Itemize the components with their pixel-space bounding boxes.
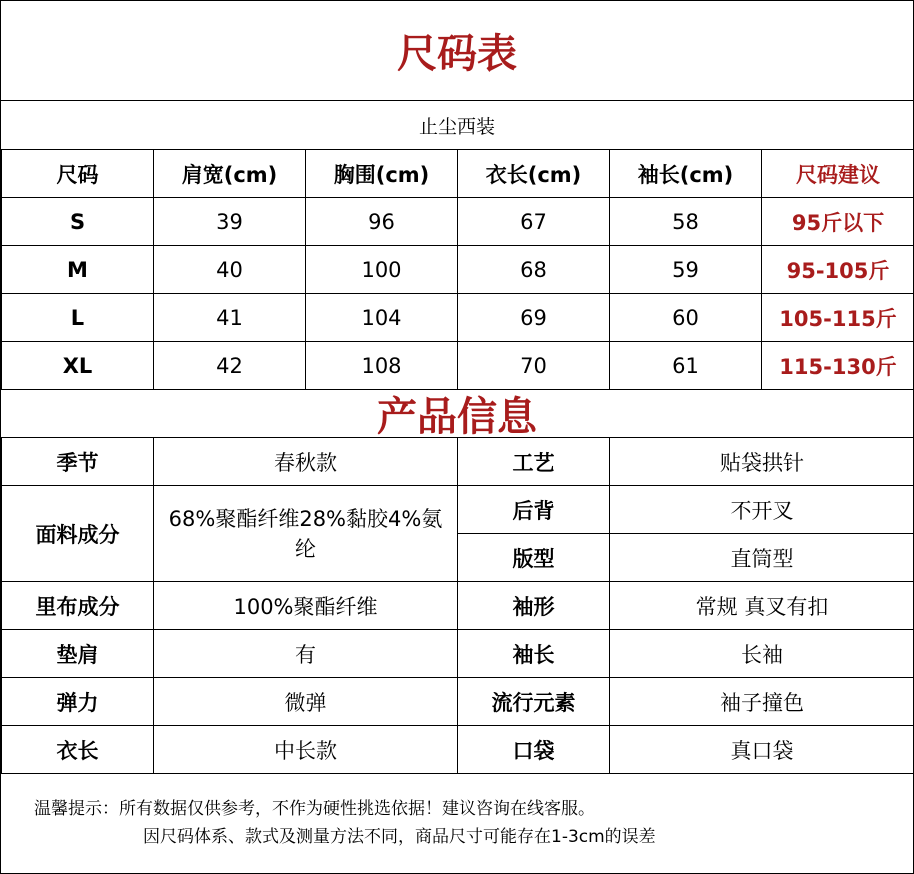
length-cell: 70 — [458, 342, 610, 390]
fit-label: 版型 — [458, 534, 610, 582]
length-cell: 67 — [458, 198, 610, 246]
back-label: 后背 — [458, 486, 610, 534]
info-row — [2, 582, 914, 630]
info-row — [2, 630, 914, 678]
chest-cell: 96 — [306, 198, 458, 246]
header-shoulder: 肩宽(cm) — [154, 150, 306, 198]
elastic-value: 微弹 — [154, 678, 458, 726]
size-table — [1, 149, 914, 390]
length-value: 中长款 — [154, 726, 458, 774]
shoulder-cell: 39 — [154, 198, 306, 246]
recommendation-cell: 105-115斤 — [762, 294, 914, 342]
sleeve-cell: 60 — [610, 294, 762, 342]
notes — [34, 795, 656, 851]
recommendation-cell: 95-105斤 — [762, 246, 914, 294]
sleeve-cell: 58 — [610, 198, 762, 246]
info-row — [2, 438, 914, 486]
craft-value: 贴袋拱针 — [610, 438, 914, 486]
header-chest: 胸围(cm) — [306, 150, 458, 198]
product-info-table — [1, 437, 914, 774]
header-recommendation: 尺码建议 — [762, 150, 914, 198]
size-cell: M — [2, 246, 154, 294]
sleeve-cell: 61 — [610, 342, 762, 390]
length-cell: 68 — [458, 246, 610, 294]
header-length: 衣长(cm) — [458, 150, 610, 198]
season-label: 季节 — [2, 438, 154, 486]
header-size: 尺码 — [2, 150, 154, 198]
size-table-header — [2, 150, 914, 198]
size-cell: L — [2, 294, 154, 342]
notes-line-1: 温馨提示：所有数据仅供参考，不作为硬性挑选依据！建议咨询在线客服。 — [34, 799, 595, 819]
page-title: 尺码表 — [397, 31, 517, 77]
table-row — [2, 294, 914, 342]
product-info-title: 产品信息 — [377, 393, 537, 440]
elastic-label: 弹力 — [2, 678, 154, 726]
trend-value: 袖子撞色 — [610, 678, 914, 726]
recommendation-cell: 95斤以下 — [762, 198, 914, 246]
chest-cell: 108 — [306, 342, 458, 390]
size-cell: XL — [2, 342, 154, 390]
lining-label: 里布成分 — [2, 582, 154, 630]
lining-value: 100%聚酯纤维 — [154, 582, 458, 630]
shoulder-cell: 40 — [154, 246, 306, 294]
length-cell: 69 — [458, 294, 610, 342]
product-name: 止尘西装 — [418, 115, 495, 138]
sleeve-shape-label: 袖形 — [458, 582, 610, 630]
length-label: 衣长 — [2, 726, 154, 774]
header-sleeve: 袖长(cm) — [610, 150, 762, 198]
info-row — [2, 678, 914, 726]
shoulder-cell: 41 — [154, 294, 306, 342]
sleeve-cell: 59 — [610, 246, 762, 294]
chest-cell: 104 — [306, 294, 458, 342]
trend-label: 流行元素 — [458, 678, 610, 726]
chest-cell: 100 — [306, 246, 458, 294]
size-cell: S — [2, 198, 154, 246]
pocket-label: 口袋 — [458, 726, 610, 774]
sleeve-length-value: 长袖 — [610, 630, 914, 678]
fit-value: 直筒型 — [610, 534, 914, 582]
sleeve-length-label: 袖长 — [458, 630, 610, 678]
season-value: 春秋款 — [154, 438, 458, 486]
info-row — [2, 726, 914, 774]
table-row — [2, 198, 914, 246]
recommendation-cell: 115-130斤 — [762, 342, 914, 390]
info-row — [2, 486, 914, 534]
fabric-label: 面料成分 — [2, 486, 154, 582]
divider — [1, 100, 913, 101]
table-row — [2, 246, 914, 294]
fabric-value: 68%聚酯纤维28%黏胶4%氨纶 — [154, 486, 458, 582]
table-row — [2, 342, 914, 390]
notes-line-2: 因尺码体系、款式及测量方法不同，商品尺寸可能存在1-3cm的误差 — [143, 827, 656, 847]
craft-label: 工艺 — [458, 438, 610, 486]
pocket-value: 真口袋 — [610, 726, 914, 774]
shoulder-cell: 42 — [154, 342, 306, 390]
back-value: 不开叉 — [610, 486, 914, 534]
sleeve-shape-value: 常规 真叉有扣 — [610, 582, 914, 630]
shoulder-pad-value: 有 — [154, 630, 458, 678]
shoulder-pad-label: 垫肩 — [2, 630, 154, 678]
